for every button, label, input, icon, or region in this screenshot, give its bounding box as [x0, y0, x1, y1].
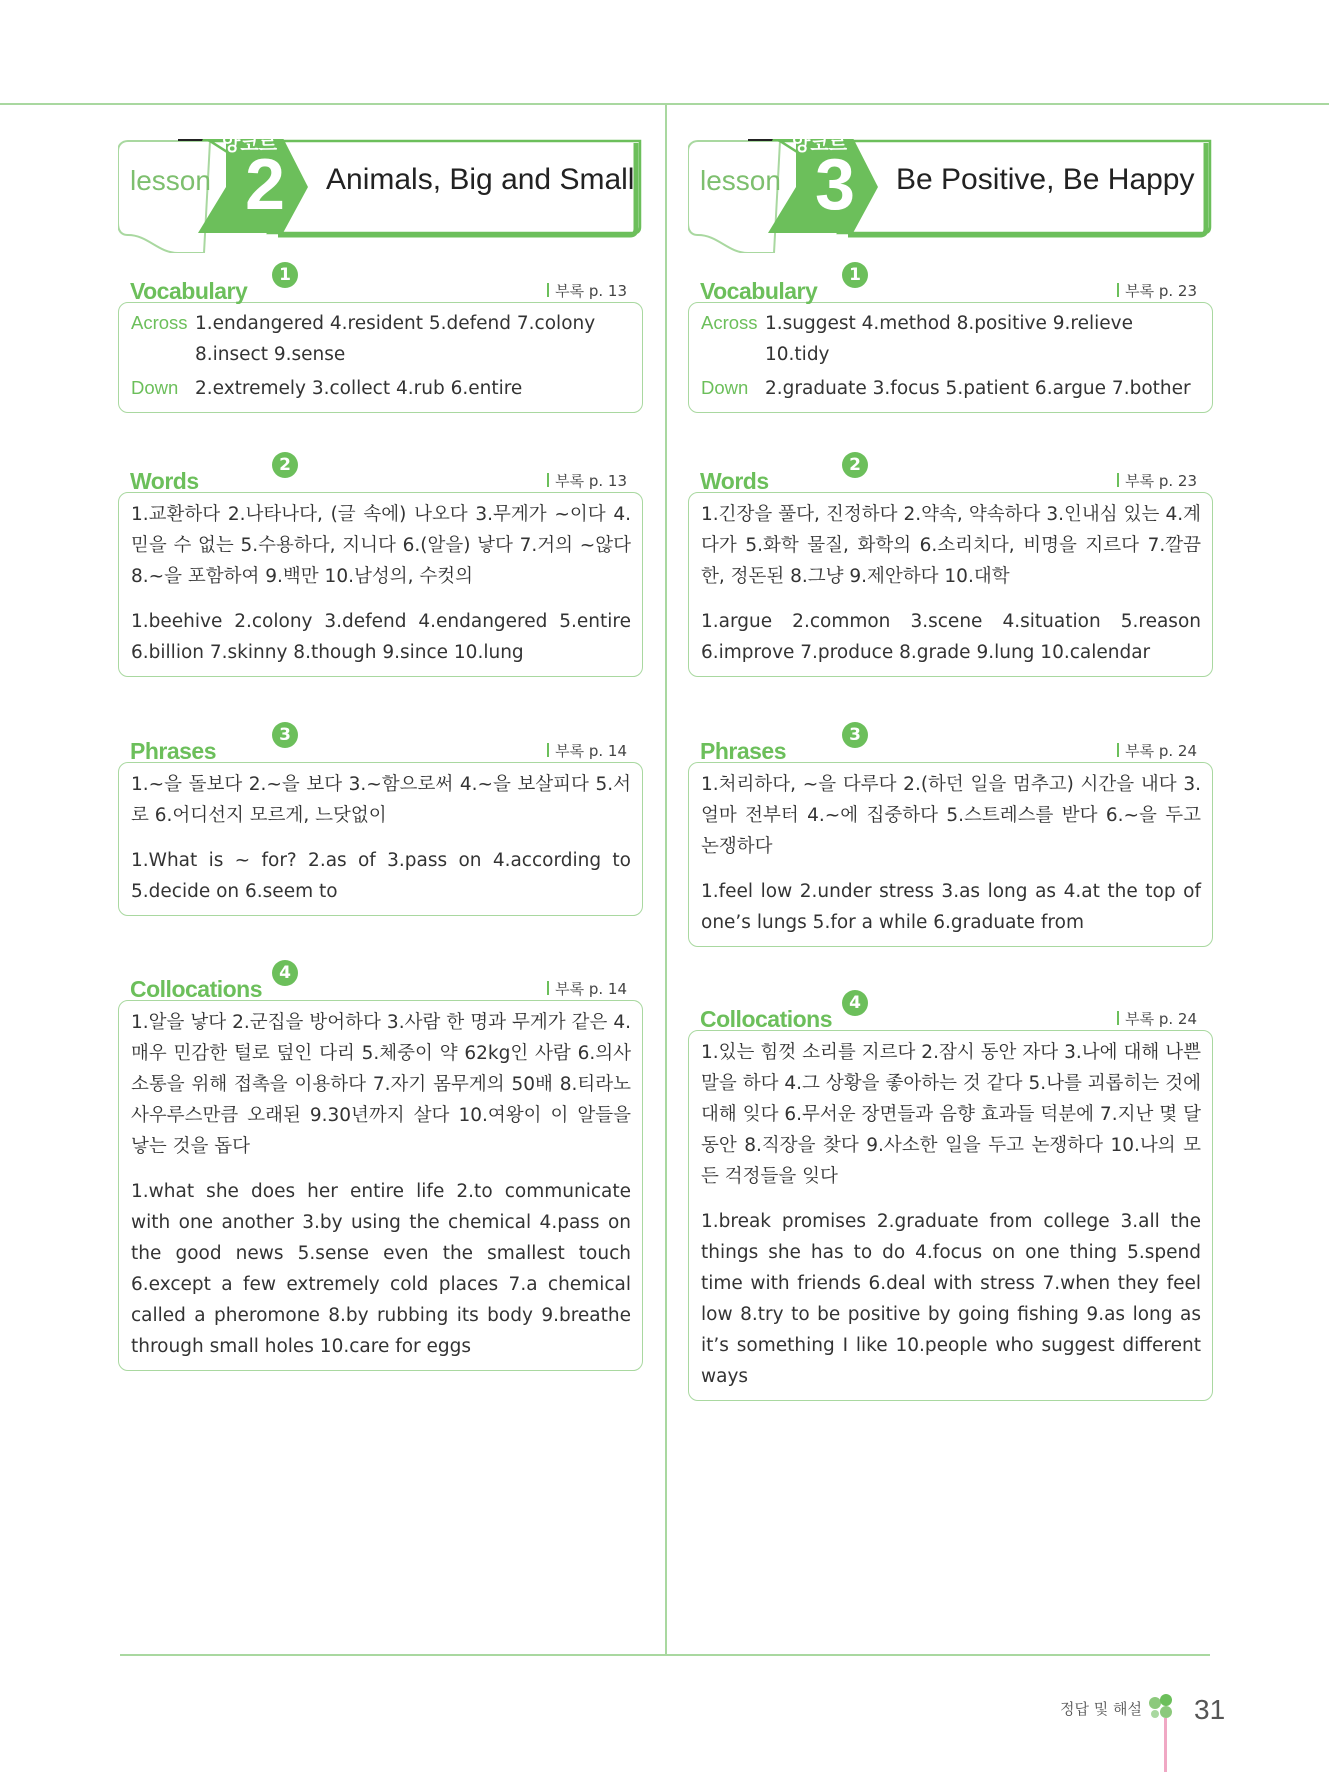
- phrases-section: [118, 722, 643, 916]
- english-answers: 1.feel low 2.under stress 3.as long as 4.at the top of one’s lungs 5.for a while 6.graduate from: [701, 881, 1201, 933]
- korean-answers: 1.긴장을 풀다, 진정하다 2.약속, 약속하다 3.인내심 있는 4.계다가 5.화학 물질, 화학의 6.소리치다, 비명을 지르다 7.깔끔한, 정돈된 8.그냥 9.제안하다 10.대학: [701, 504, 1201, 587]
- lesson-2-header: [118, 133, 643, 253]
- section-title: Phrases: [700, 738, 787, 764]
- english-answers: 1.argue 2.common 3.scene 4.situation 5.reason 6.improve 7.produce 8.grade 9.lung 10.calendar: [701, 611, 1201, 663]
- answer-box: [118, 762, 643, 916]
- appendix-reference: 부록 p. 13: [547, 280, 627, 301]
- section-title: Words: [130, 468, 199, 494]
- korean-answers: 1.있는 힘껏 소리를 지르다 2.잠시 동안 자다 3.나에 대해 나쁜 말을 하다 4.그 상황을 좋아하는 것 같다 5.나를 괴롭히는 것에 대해 잊다 6.무서운 장면들과 음향 효과들 덕분에 7.지난 몇 달 동안 8.직장을 찾다 9.사소한 일을 두고 논쟁하다 10.나의 모든 걱정들을 잊다: [701, 1042, 1201, 1187]
- phrases-section: [688, 722, 1213, 947]
- down-answers: 2.graduate 3.focus 5.patient 6.argue 7.bother: [765, 378, 1191, 399]
- across-label: Across: [131, 312, 188, 333]
- answer-box: [688, 492, 1213, 677]
- lesson-title: Animals, Big and Small: [326, 163, 635, 196]
- words-section: [118, 452, 643, 677]
- korean-answers: 1.~을 돌보다 2.~을 보다 3.~함으로써 4.~을 보살피다 5.서로 6.어디선지 모르게, 느닷없이: [131, 774, 631, 826]
- section-number-badge: 1: [842, 262, 868, 288]
- korean-answers: 1.알을 낳다 2.군집을 방어하다 3.사람 한 명과 무게가 같은 4.매우 민감한 털로 덮인 다리 5.체중이 약 62kg인 사람 6.의사소통을 위해 접촉을 이용하다 7.자기 몸무게의 50배 8.티라노사우루스만큼 오래된 9.30년까지 살다 10.여왕이 이 알들을 낳는 것을 돕다: [131, 1012, 631, 1157]
- lesson-title: Be Positive, Be Happy: [896, 163, 1195, 196]
- english-answers: 1.what she does her entire life 2.to communicate with one another 3.by using the chemical 4.pass on the good news 5.sense even the smallest touch 6.except a few extremely cold places 7.a chemical called a pheromone 8.by rubbing its body 9.breathe through small holes 10.care for eggs: [131, 1181, 631, 1357]
- section-title: Vocabulary: [130, 278, 248, 304]
- answer-box: [118, 492, 643, 677]
- english-answers: 1.What is ~ for? 2.as of 3.pass on 4.according to 5.decide on 6.seem to: [131, 850, 631, 902]
- across-answers-cont: 8.insect 9.sense: [195, 344, 346, 365]
- korean-answers: 1.처리하다, ~을 다루다 2.(하던 일을 멈추고) 시간을 내다 3.얼마 전부터 4.~에 집중하다 5.스트레스를 받다 6.~을 두고 논쟁하다: [701, 774, 1201, 857]
- footer-label: 정답 및 해설: [1060, 1700, 1142, 1718]
- answer-box: [688, 1030, 1213, 1401]
- section-title: Phrases: [130, 738, 217, 764]
- appendix-reference: 부록 p. 14: [547, 978, 627, 999]
- page-number: 31: [1194, 1694, 1226, 1725]
- vocabulary-section: [118, 262, 643, 413]
- page-edge-marker: [1164, 1718, 1167, 1772]
- appendix-reference: 부록 p. 24: [1117, 1008, 1197, 1029]
- section-title: Collocations: [700, 1006, 833, 1032]
- section-number-badge: 4: [272, 960, 298, 986]
- english-answers: 1.beehive 2.colony 3.defend 4.endangered 5.entire 6.billion 7.skinny 8.though 9.since 10.lung: [131, 611, 631, 663]
- lesson-number: 2: [244, 145, 286, 225]
- lesson-3-header: [688, 133, 1213, 253]
- answer-box: [118, 1000, 643, 1371]
- across-answers-cont: 10.tidy: [765, 344, 830, 365]
- down-answers: 2.extremely 3.collect 4.rub 6.entire: [195, 378, 523, 399]
- lesson-label: lesson: [700, 165, 781, 196]
- across-answers: 1.suggest 4.method 8.positive 9.relieve: [765, 313, 1133, 334]
- answer-box: [688, 762, 1213, 947]
- bottom-rule: [120, 1654, 1210, 1656]
- section-title: Vocabulary: [700, 278, 818, 304]
- section-number-badge: 3: [272, 722, 298, 748]
- answer-box: [688, 302, 1213, 413]
- lesson-label: lesson: [130, 165, 211, 196]
- appendix-reference: 부록 p. 14: [547, 740, 627, 761]
- appendix-reference: 부록 p. 23: [1117, 280, 1197, 301]
- section-number-badge: 3: [842, 722, 868, 748]
- appendix-reference: 부록 p. 13: [547, 470, 627, 491]
- collocations-section: [118, 960, 643, 1371]
- encore-tag: 앙코르: [222, 133, 278, 155]
- down-label: Down: [701, 377, 749, 398]
- across-answers: 1.endangered 4.resident 5.defend 7.colony: [195, 313, 596, 334]
- lesson-number: 3: [814, 145, 856, 225]
- vocabulary-section: [688, 262, 1213, 413]
- section-number-badge: 2: [842, 452, 868, 478]
- appendix-reference: 부록 p. 23: [1117, 470, 1197, 491]
- korean-answers: 1.교환하다 2.나타나다, (글 속에) 나오다 3.무게가 ~이다 4.믿을 수 없는 5.수용하다, 지니다 6.(알을) 낳다 7.거의 ~않다 8.~을 포함하여 9.백만 10.남성의, 수컷의: [131, 504, 631, 587]
- appendix-reference: 부록 p. 24: [1117, 740, 1197, 761]
- section-title: Collocations: [130, 976, 263, 1002]
- section-number-badge: 2: [272, 452, 298, 478]
- encore-tag: 앙코르: [792, 133, 848, 155]
- section-number-badge: 4: [842, 990, 868, 1016]
- words-section: [688, 452, 1213, 677]
- collocations-section: [688, 990, 1213, 1401]
- section-title: Words: [700, 468, 769, 494]
- clover-leaf-icon: [1146, 1692, 1176, 1722]
- down-label: Down: [131, 377, 179, 398]
- across-label: Across: [701, 312, 758, 333]
- section-number-badge: 1: [272, 262, 298, 288]
- answer-box: [118, 302, 643, 413]
- column-divider: [665, 103, 667, 1655]
- english-answers: 1.break promises 2.graduate from college 3.all the things she has to do 4.focus on one thing 5.spend time with friends 6.deal with stress 7.when they feel low 8.try to be positive by going fishing 9.as long as it’s something I like 10.people who suggest different ways: [701, 1211, 1201, 1387]
